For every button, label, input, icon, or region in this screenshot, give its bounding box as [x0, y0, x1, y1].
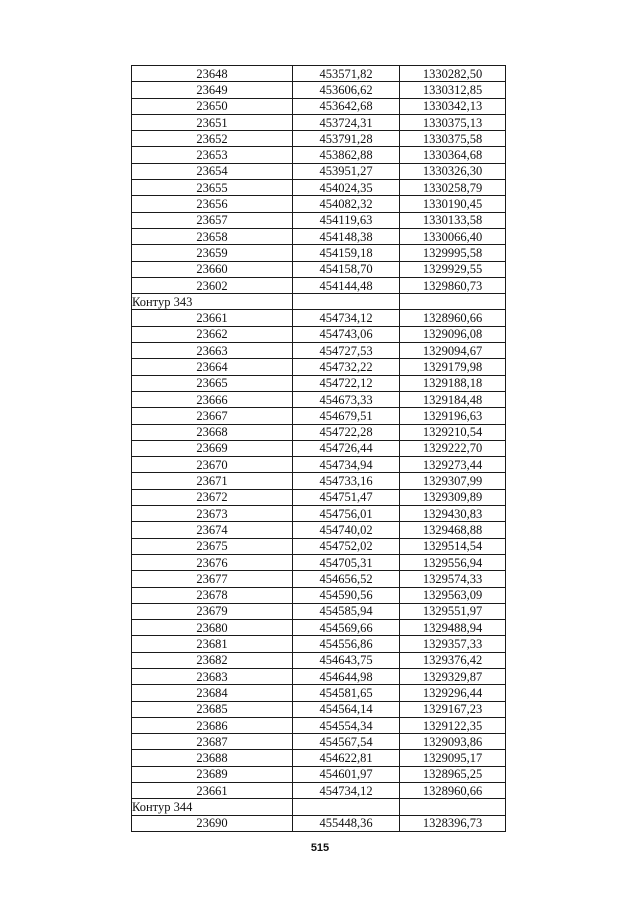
point-id-cell: 23683 — [132, 668, 293, 684]
page-number: 515 — [310, 842, 330, 854]
table-row — [132, 424, 506, 440]
x-coordinate-cell: 454564,14 — [293, 701, 400, 717]
contour-label: Контур 344 — [132, 799, 293, 815]
table-row — [132, 620, 506, 636]
x-coordinate-cell: 453724,31 — [293, 114, 400, 130]
contour-header-row — [132, 799, 506, 815]
point-id-cell: 23684 — [132, 685, 293, 701]
table-row — [132, 66, 506, 82]
table-row — [132, 685, 506, 701]
y-coordinate-cell: 1330364,68 — [400, 147, 506, 163]
point-id-cell: 23686 — [132, 717, 293, 733]
point-id-cell: 23663 — [132, 343, 293, 359]
table-row — [132, 343, 506, 359]
x-coordinate-cell: 454673,33 — [293, 391, 400, 407]
y-coordinate-cell: 1329551,97 — [400, 603, 506, 619]
y-coordinate-cell: 1328396,73 — [400, 815, 506, 831]
point-id-cell: 23674 — [132, 522, 293, 538]
x-coordinate-cell: 453791,28 — [293, 131, 400, 147]
y-coordinate-cell: 1329096,08 — [400, 326, 506, 342]
x-coordinate-cell: 454756,01 — [293, 506, 400, 522]
table-row — [132, 571, 506, 587]
y-coordinate-cell: 1329430,83 — [400, 506, 506, 522]
coordinates-table — [131, 65, 506, 832]
point-id-cell: 23649 — [132, 82, 293, 98]
table-row — [132, 261, 506, 277]
x-coordinate-cell: 454734,12 — [293, 783, 400, 799]
empty-cell — [293, 294, 400, 310]
table-row — [132, 310, 506, 326]
point-id-cell: 23680 — [132, 620, 293, 636]
x-coordinate-cell: 454726,44 — [293, 440, 400, 456]
x-coordinate-cell: 453862,88 — [293, 147, 400, 163]
table-row — [132, 391, 506, 407]
y-coordinate-cell: 1329514,54 — [400, 538, 506, 554]
table-row — [132, 750, 506, 766]
point-id-cell: 23681 — [132, 636, 293, 652]
table-row — [132, 473, 506, 489]
point-id-cell: 23671 — [132, 473, 293, 489]
x-coordinate-cell: 454158,70 — [293, 261, 400, 277]
y-coordinate-cell: 1329210,54 — [400, 424, 506, 440]
x-coordinate-cell: 454567,54 — [293, 734, 400, 750]
table-row — [132, 212, 506, 228]
y-coordinate-cell: 1328965,25 — [400, 766, 506, 782]
point-id-cell: 23685 — [132, 701, 293, 717]
table-row — [132, 652, 506, 668]
x-coordinate-cell: 454705,31 — [293, 554, 400, 570]
point-id-cell: 23666 — [132, 391, 293, 407]
table-row — [132, 147, 506, 163]
point-id-cell: 23682 — [132, 652, 293, 668]
table-row — [132, 98, 506, 114]
y-coordinate-cell: 1329273,44 — [400, 457, 506, 473]
y-coordinate-cell: 1328960,66 — [400, 310, 506, 326]
y-coordinate-cell: 1330066,40 — [400, 228, 506, 244]
table-row — [132, 245, 506, 261]
point-id-cell: 23660 — [132, 261, 293, 277]
table-row — [132, 375, 506, 391]
point-id-cell: 23667 — [132, 408, 293, 424]
empty-cell — [293, 799, 400, 815]
x-coordinate-cell: 454734,94 — [293, 457, 400, 473]
point-id-cell: 23688 — [132, 750, 293, 766]
point-id-cell: 23661 — [132, 783, 293, 799]
x-coordinate-cell: 454556,86 — [293, 636, 400, 652]
point-id-cell: 23651 — [132, 114, 293, 130]
table-row — [132, 457, 506, 473]
point-id-cell: 23656 — [132, 196, 293, 212]
point-id-cell: 23659 — [132, 245, 293, 261]
y-coordinate-cell: 1329860,73 — [400, 277, 506, 293]
x-coordinate-cell: 454581,65 — [293, 685, 400, 701]
point-id-cell: 23676 — [132, 554, 293, 570]
y-coordinate-cell: 1329488,94 — [400, 620, 506, 636]
table-row — [132, 131, 506, 147]
x-coordinate-cell: 454679,51 — [293, 408, 400, 424]
x-coordinate-cell: 454590,56 — [293, 587, 400, 603]
point-id-cell: 23662 — [132, 326, 293, 342]
table-row — [132, 554, 506, 570]
table-row — [132, 196, 506, 212]
table-row — [132, 815, 506, 831]
x-coordinate-cell: 454024,35 — [293, 180, 400, 196]
table-row — [132, 326, 506, 342]
x-coordinate-cell: 454732,22 — [293, 359, 400, 375]
x-coordinate-cell: 453571,82 — [293, 66, 400, 82]
table-row — [132, 636, 506, 652]
x-coordinate-cell: 454751,47 — [293, 489, 400, 505]
x-coordinate-cell: 454743,06 — [293, 326, 400, 342]
point-id-cell: 23658 — [132, 228, 293, 244]
x-coordinate-cell: 454656,52 — [293, 571, 400, 587]
y-coordinate-cell: 1329179,98 — [400, 359, 506, 375]
table-row — [132, 114, 506, 130]
point-id-cell: 23655 — [132, 180, 293, 196]
x-coordinate-cell: 454727,53 — [293, 343, 400, 359]
x-coordinate-cell: 454752,02 — [293, 538, 400, 554]
y-coordinate-cell: 1329556,94 — [400, 554, 506, 570]
table-row — [132, 668, 506, 684]
x-coordinate-cell: 454159,18 — [293, 245, 400, 261]
point-id-cell: 23679 — [132, 603, 293, 619]
point-id-cell: 23665 — [132, 375, 293, 391]
x-coordinate-cell: 454740,02 — [293, 522, 400, 538]
x-coordinate-cell: 454734,12 — [293, 310, 400, 326]
y-coordinate-cell: 1329094,67 — [400, 343, 506, 359]
y-coordinate-cell: 1329929,55 — [400, 261, 506, 277]
y-coordinate-cell: 1330258,79 — [400, 180, 506, 196]
y-coordinate-cell: 1330375,58 — [400, 131, 506, 147]
point-id-cell: 23654 — [132, 163, 293, 179]
x-coordinate-cell: 454144,48 — [293, 277, 400, 293]
x-coordinate-cell: 454119,63 — [293, 212, 400, 228]
point-id-cell: 23669 — [132, 440, 293, 456]
point-id-cell: 23668 — [132, 424, 293, 440]
y-coordinate-cell: 1329296,44 — [400, 685, 506, 701]
y-coordinate-cell: 1329376,42 — [400, 652, 506, 668]
x-coordinate-cell: 454148,38 — [293, 228, 400, 244]
y-coordinate-cell: 1330375,13 — [400, 114, 506, 130]
y-coordinate-cell: 1330190,45 — [400, 196, 506, 212]
point-id-cell: 23648 — [132, 66, 293, 82]
empty-cell — [400, 294, 506, 310]
x-coordinate-cell: 455448,36 — [293, 815, 400, 831]
point-id-cell: 23670 — [132, 457, 293, 473]
x-coordinate-cell: 454622,81 — [293, 750, 400, 766]
point-id-cell: 23657 — [132, 212, 293, 228]
point-id-cell: 23652 — [132, 131, 293, 147]
table-row — [132, 717, 506, 733]
point-id-cell: 23690 — [132, 815, 293, 831]
table-row — [132, 228, 506, 244]
table-row — [132, 587, 506, 603]
contour-label: Контур 343 — [132, 294, 293, 310]
y-coordinate-cell: 1329995,58 — [400, 245, 506, 261]
x-coordinate-cell: 454722,28 — [293, 424, 400, 440]
y-coordinate-cell: 1329095,17 — [400, 750, 506, 766]
table-row — [132, 538, 506, 554]
x-coordinate-cell: 454554,34 — [293, 717, 400, 733]
y-coordinate-cell: 1330342,13 — [400, 98, 506, 114]
table-row — [132, 163, 506, 179]
x-coordinate-cell: 453642,68 — [293, 98, 400, 114]
table-row — [132, 506, 506, 522]
point-id-cell: 23653 — [132, 147, 293, 163]
x-coordinate-cell: 454585,94 — [293, 603, 400, 619]
table-row — [132, 783, 506, 799]
y-coordinate-cell: 1329122,35 — [400, 717, 506, 733]
y-coordinate-cell: 1330133,58 — [400, 212, 506, 228]
table-row — [132, 522, 506, 538]
table-row — [132, 440, 506, 456]
y-coordinate-cell: 1330326,30 — [400, 163, 506, 179]
y-coordinate-cell: 1329188,18 — [400, 375, 506, 391]
x-coordinate-cell: 454643,75 — [293, 652, 400, 668]
y-coordinate-cell: 1329307,99 — [400, 473, 506, 489]
table-row — [132, 603, 506, 619]
y-coordinate-cell: 1329574,33 — [400, 571, 506, 587]
y-coordinate-cell: 1329309,89 — [400, 489, 506, 505]
table-row — [132, 408, 506, 424]
point-id-cell: 23677 — [132, 571, 293, 587]
y-coordinate-cell: 1328960,66 — [400, 783, 506, 799]
table-row — [132, 734, 506, 750]
table-body — [132, 66, 506, 832]
point-id-cell: 23673 — [132, 506, 293, 522]
point-id-cell: 23678 — [132, 587, 293, 603]
x-coordinate-cell: 454644,98 — [293, 668, 400, 684]
x-coordinate-cell: 454722,12 — [293, 375, 400, 391]
point-id-cell: 23675 — [132, 538, 293, 554]
table-row — [132, 489, 506, 505]
table-row — [132, 82, 506, 98]
table-row — [132, 701, 506, 717]
point-id-cell: 23672 — [132, 489, 293, 505]
y-coordinate-cell: 1329357,33 — [400, 636, 506, 652]
y-coordinate-cell: 1329093,86 — [400, 734, 506, 750]
x-coordinate-cell: 454569,66 — [293, 620, 400, 636]
table-row — [132, 359, 506, 375]
point-id-cell: 23661 — [132, 310, 293, 326]
point-id-cell: 23687 — [132, 734, 293, 750]
y-coordinate-cell: 1329563,09 — [400, 587, 506, 603]
y-coordinate-cell: 1329468,88 — [400, 522, 506, 538]
table-row — [132, 766, 506, 782]
point-id-cell: 23602 — [132, 277, 293, 293]
point-id-cell: 23664 — [132, 359, 293, 375]
x-coordinate-cell: 453606,62 — [293, 82, 400, 98]
y-coordinate-cell: 1329184,48 — [400, 391, 506, 407]
y-coordinate-cell: 1330312,85 — [400, 82, 506, 98]
x-coordinate-cell: 454733,16 — [293, 473, 400, 489]
x-coordinate-cell: 454601,97 — [293, 766, 400, 782]
x-coordinate-cell: 453951,27 — [293, 163, 400, 179]
x-coordinate-cell: 454082,32 — [293, 196, 400, 212]
point-id-cell: 23689 — [132, 766, 293, 782]
y-coordinate-cell: 1329222,70 — [400, 440, 506, 456]
y-coordinate-cell: 1329329,87 — [400, 668, 506, 684]
y-coordinate-cell: 1330282,50 — [400, 66, 506, 82]
y-coordinate-cell: 1329196,63 — [400, 408, 506, 424]
table-row — [132, 277, 506, 293]
y-coordinate-cell: 1329167,23 — [400, 701, 506, 717]
empty-cell — [400, 799, 506, 815]
point-id-cell: 23650 — [132, 98, 293, 114]
contour-header-row — [132, 294, 506, 310]
table-row — [132, 180, 506, 196]
